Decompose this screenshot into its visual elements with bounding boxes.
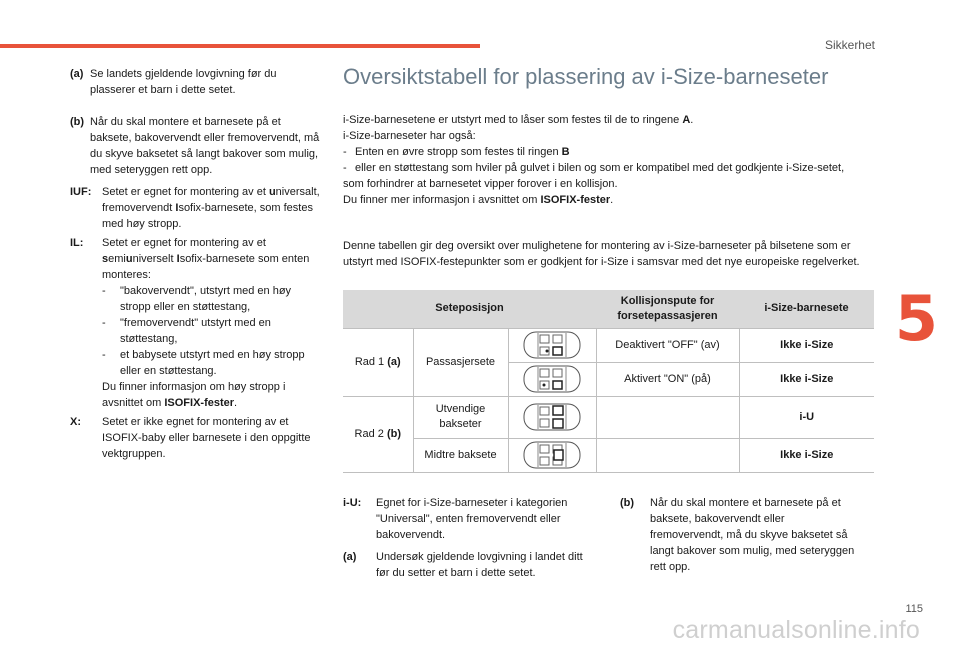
- footnote-a: [343, 549, 593, 581]
- isize-table: [343, 290, 874, 473]
- midtre-label: Midtre baksete: [413, 438, 508, 472]
- footnote-b-label: (b): [620, 497, 635, 509]
- utvendige-result: i-U: [739, 396, 874, 438]
- intro-text: i-Size-barnesetene er utstyrt med to låser som festes til de to ringene A. i-Size-barneseter har også: - Enten en øvre stropp som festes til ringen B - eller en støttestang som hviler på gulvet i bilen og som er kompatibel med det godkjente i-Size-setet, som forhindrer at barnesetet vipper forover i en kollisjon. Du finner mer informasjon i avsnittet om ISOFIX-fester.: [343, 112, 873, 208]
- isofix-link[interactable]: ISOFIX-fester: [540, 194, 611, 206]
- header-accent-bar: [0, 44, 480, 48]
- page-title: Oversiktstabell for plassering av i-Size-barneseter: [343, 64, 829, 89]
- footnote-iu: [343, 495, 593, 543]
- footnotes-left: [343, 495, 593, 587]
- note-a: [70, 66, 320, 98]
- list-item: - "bakovervendt", utstyrt med en høy stropp eller en støttestang,: [102, 285, 292, 313]
- header-kollisjonspute: Kollisjonspute for forsetepassasjeren: [596, 290, 739, 328]
- footnote-b: [620, 495, 860, 575]
- note-a-label: (a): [70, 68, 84, 80]
- car-diagram-outer: [508, 396, 596, 438]
- def-x: [70, 414, 320, 462]
- list-item: - eller en støttestang som hviler på gulvet i bilen og som er kompatibel med det godkjente i-Size-setet,: [343, 162, 845, 174]
- def-iuf-text: Setet er egnet for montering av et universalt, fremovervendt Isofix-barnesete, som festes med høy stropp.: [102, 186, 320, 230]
- section-title: Sikkerhet: [824, 38, 875, 52]
- car-diagram-middle: [508, 438, 596, 472]
- header-isize: i-Size-barnesete: [739, 290, 874, 328]
- middle-airbag-empty: [596, 438, 739, 472]
- chapter-number: 5: [894, 282, 938, 355]
- car-diagram-front-off: [508, 328, 596, 362]
- header-seteposisjon: Seteposisjon: [343, 290, 596, 328]
- airbag-on-result: Ikke i-Size: [739, 362, 874, 396]
- table-description: Denne tabellen gir deg oversikt over mulighetene for montering av i-Size-barneseter på bilsetene som er utstyrt med ISOFIX-festepunkter som er godkjent for i-Size i samsvar med det nye europeiske regelverket.: [343, 240, 860, 268]
- def-iuf-label: IUF:: [70, 186, 92, 198]
- left-column: [70, 66, 320, 465]
- passasjersete-label: Passasjersete: [413, 328, 508, 396]
- page-number: 115: [905, 603, 923, 615]
- isofix-link[interactable]: ISOFIX-fester: [164, 397, 235, 409]
- def-iuf: [70, 184, 320, 232]
- footnote-iu-label: i-U:: [343, 497, 362, 509]
- def-x-label: X:: [70, 416, 81, 428]
- def-il: [70, 235, 320, 411]
- footnote-a-text: Undersøk gjeldende lovgivning i landet ditt før du setter et barn i dette setet.: [376, 551, 583, 579]
- footnote-iu-text: Egnet for i-Size-barneseter i kategorien "Universal", enten fremovervendt eller bakovervendt.: [376, 497, 568, 541]
- list-item: - "fremovervendt" utstyrt med en støttestang,: [102, 317, 271, 345]
- note-a-text: Se landets gjeldende lovgivning før du plasserer et barn i dette setet.: [90, 68, 277, 96]
- midtre-result: Ikke i-Size: [739, 438, 874, 472]
- airbag-off-result: Ikke i-Size: [739, 328, 874, 362]
- row-label-rad2: Rad 2 (b): [343, 396, 413, 472]
- note-b: [70, 114, 320, 178]
- note-b-text: Når du skal montere et barnesete på et baksete, bakovervendt eller fremovervendt, må du skyve baksetet så langt bakover som mulig, med seteryggen rett opp.: [90, 116, 320, 176]
- note-b-label: (b): [70, 116, 85, 128]
- list-item: - et babysete utstyrt med en høy stropp eller en støttestang.: [102, 349, 305, 377]
- airbag-off: Deaktivert "OFF" (av): [596, 328, 739, 362]
- outer-airbag-empty: [596, 396, 739, 438]
- footnote-b-text: Når du skal montere et barnesete på et baksete, bakovervendt eller fremovervendt, må du skyve baksetet så langt bakover som mulig, med seteryggen rett opp.: [650, 497, 855, 573]
- airbag-on: Aktivert "ON" (på): [596, 362, 739, 396]
- def-il-text: Setet er egnet for montering av et semiuniverselt Isofix-barnesete som enten monteres: - "bakovervendt", utstyrt med en høy stropp eller en støttestang, - "fremovervendt" utstyrt med en støttestang, - et babysete utstyrt med en høy stropp eller en støttestang. Du finner informasjon om høy stropp i avsnittet om ISOFIX-fester.: [102, 235, 320, 411]
- utvendige-label: Utvendige bakseter: [413, 396, 508, 438]
- car-seat-icon: [522, 401, 582, 433]
- list-item: - Enten en øvre stropp som festes til ringen B: [343, 146, 570, 158]
- footnote-a-label: (a): [343, 551, 357, 563]
- def-x-text: Setet er ikke egnet for montering av et ISOFIX-baby eller barnesete i den oppgitte vektgruppen.: [102, 416, 311, 460]
- car-seat-icon: [522, 439, 582, 471]
- def-il-label: IL:: [70, 237, 84, 249]
- car-diagram-front-on: [508, 362, 596, 396]
- row-label-rad1: Rad 1 (a): [343, 328, 413, 396]
- watermark: carmanualsonline.info: [672, 616, 920, 644]
- car-seat-icon: [522, 363, 582, 395]
- car-seat-icon: [522, 329, 582, 361]
